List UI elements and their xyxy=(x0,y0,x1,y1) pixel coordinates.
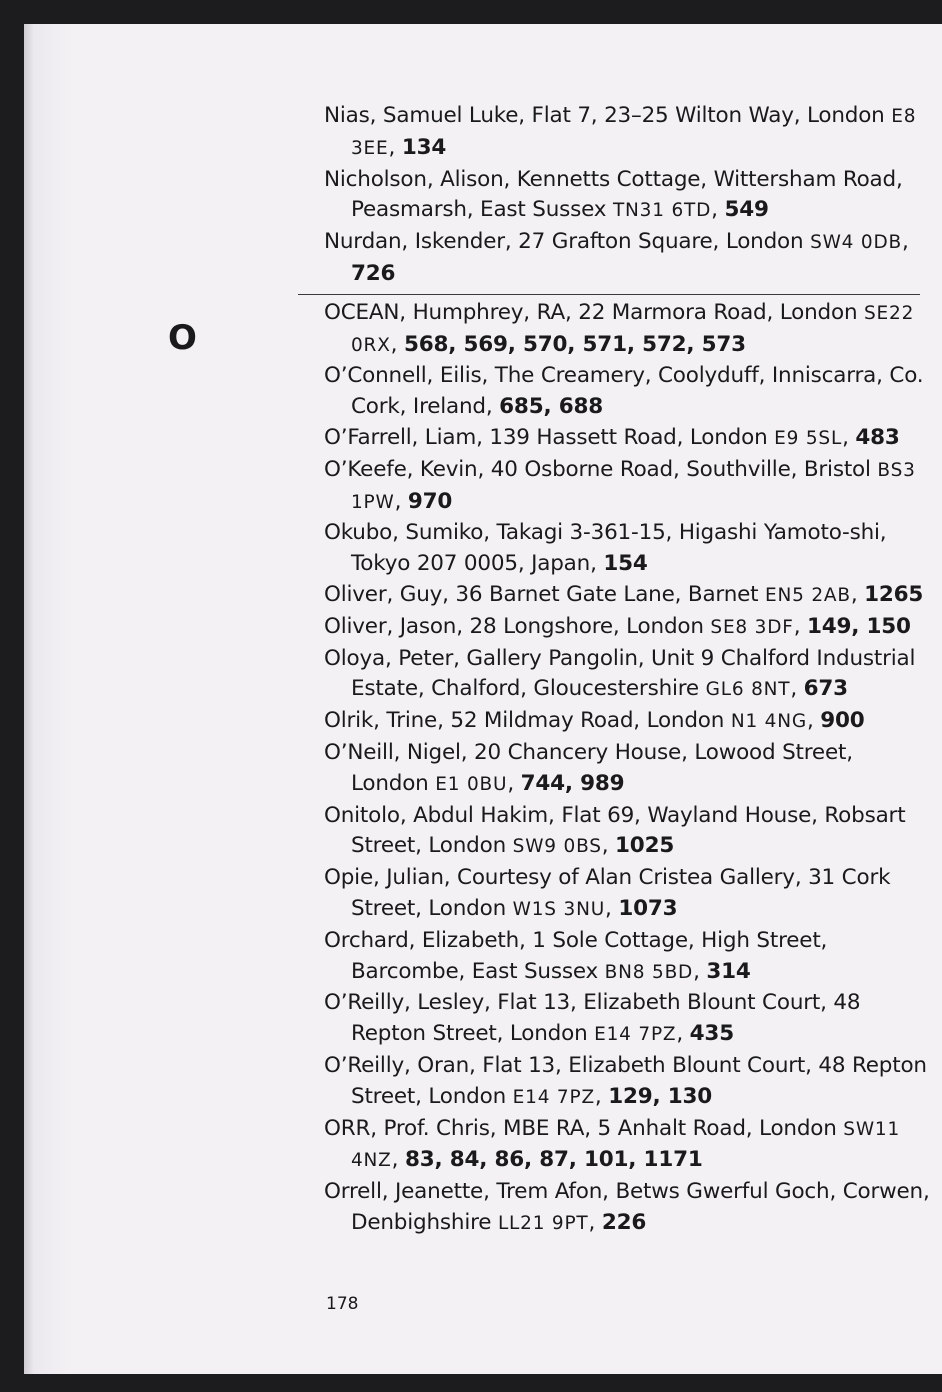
index-entry: Opie, Julian, Courtesy of Alan Cristea Gallery, 31 Cork Street, London W1S 3NU, 1073 xyxy=(324,865,891,921)
entry-page-refs: 314 xyxy=(706,958,751,984)
index-entry: Orchard, Elizabeth, 1 Sole Cottage, High Street, Barcombe, East Sussex BN8 5BD, 314 xyxy=(324,927,828,984)
entry-name-address: Oloya, Peter, Gallery Pangolin, Unit 9 Chalford Industrial Estate, Chalford, Gloucestershire xyxy=(324,645,916,702)
entry-name-address: Orrell, Jeanette, Trem Afon, Betws Gwerful Goch, Corwen, Denbighshire xyxy=(324,1179,930,1235)
entry-page-refs: 1025 xyxy=(615,833,675,859)
entry-postcode: N1 4NG xyxy=(730,711,807,733)
section-divider xyxy=(298,294,920,295)
entry-name-address: Olrik, Trine, 52 Mildmay Road, London xyxy=(324,708,731,734)
entry-postcode: W1S 3NU xyxy=(512,898,606,920)
entry-postcode: TN31 6TD xyxy=(612,200,712,222)
entry-page-refs: 900 xyxy=(820,708,865,734)
entry-name-address: Nicholson, Alison, Kennetts Cottage, Wittersham Road, Peasmarsh, East Sussex xyxy=(324,166,903,223)
index-entry: ORR, Prof. Chris, MBE RA, 5 Anhalt Road, London SW11 4NZ, 83, 84, 86, 87, 101, 1171 xyxy=(324,1115,901,1173)
book-page xyxy=(24,24,942,1374)
entry-postcode: GL6 8NT xyxy=(705,679,791,701)
entry-page-refs: 483 xyxy=(855,424,900,450)
index-entry: O’Connell, Eilis, The Creamery, Coolyduff, Inniscarra, Co. Cork, Ireland, 685, 688 xyxy=(324,363,924,420)
entry-postcode: EN5 2AB xyxy=(765,584,851,606)
entry-name-address: Oliver, Jason, 28 Longshore, London xyxy=(324,613,711,639)
index-entry: O’Neill, Nigel, 20 Chancery House, Lowood Street, London E1 0BU, 744, 989 xyxy=(324,739,853,796)
index-entry: O’Farrell, Liam, 139 Hassett Road, London E9 5SL, 483 xyxy=(324,424,900,450)
index-entry: Okubo, Sumiko, Takagi 3-361-15, Higashi Yamoto-shi, Tokyo 207 0005, Japan, 154 xyxy=(324,520,887,577)
index-entry: Nias, Samuel Luke, Flat 7, 23–25 Wilton Way, London E8 3EE, 134 xyxy=(324,103,917,160)
entry-postcode: SW4 0DB xyxy=(810,232,902,254)
entry-name-address: Orchard, Elizabeth, 1 Sole Cottage, High Street, Barcombe, East Sussex xyxy=(324,927,828,984)
entry-name-address: O’Neill, Nigel, 20 Chancery House, Lowood Street, London xyxy=(324,739,853,796)
entry-name-address: O’Reilly, Oran, Flat 13, Elizabeth Blount Court, 48 Repton Street, London xyxy=(324,1052,927,1109)
entry-page-refs: 129, 130 xyxy=(608,1083,712,1109)
entry-page-refs: 149, 150 xyxy=(806,613,911,639)
index-entry: Oliver, Guy, 36 Barnet Gate Lane, Barnet EN5 2AB, 1265 xyxy=(324,581,924,607)
entry-name-address: Okubo, Sumiko, Takagi 3-361-15, Higashi Yamoto-shi, Tokyo 207 0005, Japan xyxy=(324,520,887,577)
entries-section-o xyxy=(324,298,934,1240)
entry-name-address: ORR, Prof. Chris, MBE RA, 5 Anhalt Road, London xyxy=(324,1115,844,1141)
entry-name-address: O’Farrell, Liam, 139 Hassett Road, London xyxy=(324,424,775,450)
entry-postcode: SE22 0RX xyxy=(351,302,915,356)
entry-name-address: O’Keefe, Kevin, 40 Osborne Road, Southville, Bristol xyxy=(324,456,878,482)
index-entry: Nicholson, Alison, Kennetts Cottage, Wittersham Road, Peasmarsh, East Sussex TN31 6TD, 549 xyxy=(324,166,903,223)
entry-name-address: Onitolo, Abdul Hakim, Flat 69, Wayland House, Robsart Street, London xyxy=(324,802,906,859)
entries-before-section xyxy=(324,101,934,290)
index-entry: O’Reilly, Lesley, Flat 13, Elizabeth Blount Court, 48 Repton Street, London E14 7PZ, 435 xyxy=(324,990,861,1047)
index-entry: Oliver, Jason, 28 Longshore, London SE8 3DF, 149, 150 xyxy=(324,613,911,639)
entry-name-address: O’Reilly, Lesley, Flat 13, Elizabeth Blount Court, 48 Repton Street, London xyxy=(324,990,861,1047)
entry-page-refs: 435 xyxy=(689,1021,734,1047)
entry-postcode: SW9 0BS xyxy=(512,836,602,858)
entry-page-refs: 1073 xyxy=(618,895,678,921)
index-entry: Nurdan, Iskender, 27 Grafton Square, London SW4 0DB, 726 xyxy=(324,229,909,286)
index-entries xyxy=(324,101,934,1240)
entry-postcode: E14 7PZ xyxy=(512,1086,595,1108)
entry-name-address: OCEAN, Humphrey, RA, 22 Marmora Road, London xyxy=(324,299,865,325)
entry-postcode: E9 5SL xyxy=(774,427,843,449)
entry-postcode: E14 7PZ xyxy=(594,1024,677,1046)
index-entry: Onitolo, Abdul Hakim, Flat 69, Wayland House, Robsart Street, London SW9 0BS, 1025 xyxy=(324,802,906,859)
index-entry: O’Reilly, Oran, Flat 13, Elizabeth Blount Court, 48 Repton Street, London E14 7PZ, 129, 130 xyxy=(324,1052,927,1109)
entry-postcode: E1 0BU xyxy=(435,773,508,795)
index-entry: O’Keefe, Kevin, 40 Osborne Road, Southville, Bristol BS3 1PW, 970 xyxy=(324,456,916,514)
index-entry: Olrik, Trine, 52 Mildmay Road, London N1 4NG, 900 xyxy=(324,708,865,734)
page-number: 178 xyxy=(326,1294,359,1314)
entry-page-refs: 673 xyxy=(803,676,848,702)
entry-name-address: Nias, Samuel Luke, Flat 7, 23–25 Wilton Way, London xyxy=(324,103,892,128)
entry-name-address: Nurdan, Iskender, 27 Grafton Square, London xyxy=(324,229,811,255)
page-gutter-shadow xyxy=(24,24,72,1374)
entry-page-refs: 685, 688 xyxy=(499,394,603,420)
entry-postcode: SE8 3DF xyxy=(710,616,794,638)
entry-name-address: O’Connell, Eilis, The Creamery, Coolyduff, Inniscarra, Co. Cork, Ireland xyxy=(324,363,924,420)
entry-postcode: E8 3EE xyxy=(351,106,917,159)
entry-postcode: BN8 5BD xyxy=(604,961,694,983)
entry-page-refs: 154 xyxy=(603,551,648,577)
entry-postcode: SW11 4NZ xyxy=(351,1118,901,1172)
entry-page-refs: 568, 569, 570, 571, 572, 573 xyxy=(403,331,746,357)
entry-page-refs: 726 xyxy=(351,260,396,286)
entry-page-refs: 744, 989 xyxy=(520,770,625,796)
entry-name-address: Opie, Julian, Courtesy of Alan Cristea Gallery, 31 Cork Street, London xyxy=(324,865,891,921)
entry-page-refs: 549 xyxy=(724,197,769,223)
entry-page-refs: 970 xyxy=(407,488,453,514)
entry-postcode: BS3 1PW xyxy=(351,459,916,513)
entry-page-refs: 226 xyxy=(601,1209,647,1235)
index-entry: Oloya, Peter, Gallery Pangolin, Unit 9 Chalford Industrial Estate, Chalford, Gloucestershire GL6 8NT, 673 xyxy=(324,645,916,702)
entry-page-refs: 1265 xyxy=(864,581,924,607)
section-letter: O xyxy=(168,318,197,358)
index-entry: Orrell, Jeanette, Trem Afon, Betws Gwerful Goch, Corwen, Denbighshire LL21 9PT, 226 xyxy=(324,1179,930,1235)
entry-page-refs: 134 xyxy=(401,134,447,160)
entry-name-address: Oliver, Guy, 36 Barnet Gate Lane, Barnet xyxy=(324,581,766,607)
entry-page-refs: 83, 84, 86, 87, 101, 1171 xyxy=(404,1147,703,1173)
entry-postcode: LL21 9PT xyxy=(497,1212,589,1234)
index-entry: OCEAN, Humphrey, RA, 22 Marmora Road, London SE22 0RX, 568, 569, 570, 571, 572, 573 xyxy=(324,299,915,357)
